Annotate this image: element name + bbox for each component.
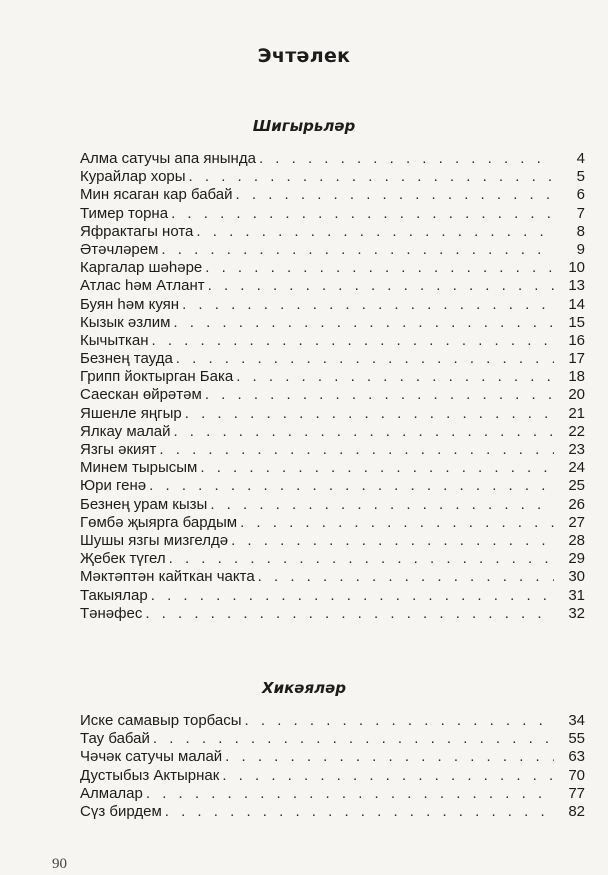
toc-entry [80, 730, 585, 748]
toc-entry-page: 28 [568, 531, 585, 549]
toc-entry [80, 314, 585, 332]
toc-entry-page: 63 [568, 748, 585, 766]
toc-dot-leader [259, 150, 554, 168]
toc-entry-title: Иске самавыр торбасы [80, 712, 242, 729]
toc-dot-leader [173, 423, 554, 441]
toc-entry [80, 296, 585, 314]
toc-entry [80, 259, 585, 277]
toc-entry-title: Каргалар шәһәре [80, 259, 203, 277]
toc-dot-leader [189, 168, 554, 186]
toc-entry-page: 26 [568, 495, 585, 513]
toc-entry-page: 22 [568, 422, 585, 440]
toc-entry [80, 405, 585, 423]
toc-dot-leader [200, 459, 554, 477]
toc-entry [80, 368, 585, 386]
toc-dot-leader [182, 296, 554, 314]
toc-entry [80, 205, 585, 223]
toc-entry-page: 24 [568, 459, 585, 477]
toc-entry-page: 15 [568, 313, 585, 331]
toc-entry-title: Яшенле яңгыр [80, 404, 182, 422]
toc-entry-title: Җебек түгел [80, 550, 166, 568]
toc-entry-page: 29 [568, 550, 585, 568]
toc-entry-page: 23 [568, 441, 585, 458]
toc-entry-title: Юри генә [80, 477, 147, 495]
toc-entry-title: Тәнәфес [80, 604, 143, 622]
toc-entry-title: Кычыткан [80, 331, 149, 349]
toc-entry-page: 82 [568, 802, 585, 820]
toc-entry-page: 77 [568, 784, 585, 802]
toc-entry [80, 785, 585, 803]
toc-entry-title: Сүз бирдем [80, 802, 162, 820]
toc-entry [80, 223, 585, 241]
toc-entry-page: 14 [568, 295, 585, 313]
toc-entry-title: Алмалар [80, 784, 143, 802]
toc-entry-title: Чәчәк сатучы малай [80, 748, 223, 766]
toc-entry-page: 31 [568, 586, 585, 604]
toc-entry [80, 532, 585, 550]
toc-entry-title: Мин ясаган кар бабай [80, 186, 233, 204]
toc-entry-title: Курайлар хоры [80, 168, 186, 186]
toc-entry-title: Яфрактагы нота [80, 222, 194, 240]
toc-entry-page: 13 [568, 277, 585, 295]
toc-dot-leader [225, 748, 554, 766]
toc-entry-title: Алма сатучы апа янында [80, 150, 256, 167]
toc-entry [80, 767, 585, 785]
toc-entry-page: 9 [576, 240, 585, 258]
toc-entry [80, 587, 585, 605]
section-heading-stories: Хикәяләр [262, 679, 346, 697]
toc-entry-page: 17 [568, 350, 585, 368]
toc-entry-page: 6 [576, 186, 585, 204]
toc-entry-page: 4 [576, 150, 585, 167]
toc-entry-page: 5 [576, 168, 585, 186]
toc-entry-title: Безнең урам кызы [80, 495, 208, 513]
toc-entry-title: Безнең тауда [80, 350, 173, 368]
toc-dot-leader [185, 405, 554, 423]
toc-dot-leader [236, 186, 554, 204]
toc-entry [80, 441, 585, 459]
toc-entry-title: Саескан өйрәтәм [80, 386, 202, 404]
toc-entry-title: Тау бабай [80, 730, 150, 748]
toc-entry-page: 30 [568, 568, 585, 586]
toc-entry [80, 477, 585, 495]
toc-dot-leader [149, 477, 554, 495]
toc-entry-title: Атлас һәм Атлант [80, 277, 205, 295]
toc-dot-leader [245, 712, 554, 730]
toc-entry-page: 16 [568, 331, 585, 349]
toc-entry [80, 605, 585, 623]
toc-dot-leader [205, 386, 554, 404]
page-number: 90 [52, 856, 67, 872]
section-heading-poems: Шигырьләр [252, 117, 356, 135]
toc-entry-page: 27 [568, 513, 585, 531]
toc-entry-page: 20 [568, 386, 585, 404]
toc-entry-page: 18 [568, 368, 585, 386]
toc-entry-page: 32 [568, 604, 585, 622]
toc-entry-title: Дустыбыз Актырнак [80, 766, 220, 784]
toc-entry [80, 277, 585, 295]
toc-dot-leader [169, 550, 554, 568]
toc-list-poems [80, 150, 585, 623]
toc-entry [80, 332, 585, 350]
toc-dot-leader [176, 350, 554, 368]
toc-entry [80, 748, 585, 766]
toc-dot-leader [151, 587, 554, 605]
toc-entry-title: Язгы әкият [80, 441, 157, 458]
toc-entry [80, 150, 585, 168]
toc-entry-title: Кызык әзлим [80, 313, 171, 331]
toc-entry-page: 34 [568, 712, 585, 729]
toc-entry [80, 423, 585, 441]
toc-entry [80, 386, 585, 404]
toc-entry [80, 803, 585, 821]
toc-dot-leader [173, 314, 554, 332]
toc-entry-title: Шушы язгы мизгелдә [80, 531, 229, 549]
toc-entry [80, 568, 585, 586]
toc-entry-title: Әтәчләрем [80, 240, 159, 258]
toc-dot-leader [210, 496, 554, 514]
toc-entry [80, 550, 585, 568]
toc-entry-title: Ялкау малай [80, 422, 171, 440]
toc-entry [80, 459, 585, 477]
toc-entry-page: 8 [576, 222, 585, 240]
toc-dot-leader [152, 332, 554, 350]
toc-entry-title: Буян һәм куян [80, 295, 180, 313]
toc-dot-leader [231, 532, 554, 550]
toc-dot-leader [145, 605, 554, 623]
toc-entry [80, 514, 585, 532]
toc-entry-page: 25 [568, 477, 585, 495]
toc-dot-leader [258, 568, 554, 586]
toc-dot-leader [146, 785, 554, 803]
toc-entry-page: 10 [568, 259, 585, 277]
toc-entry-title: Гөмбә җыярга бардым [80, 513, 238, 531]
toc-dot-leader [196, 223, 554, 241]
toc-entry-title: Мәктәптән кайткан чакта [80, 568, 255, 586]
toc-dot-leader [222, 767, 554, 785]
toc-dot-leader [159, 441, 554, 459]
toc-entry-title: Такыялар [80, 586, 148, 604]
toc-entry-page: 70 [568, 766, 585, 784]
toc-list-stories [80, 712, 585, 821]
toc-dot-leader [236, 368, 554, 386]
toc-entry-page: 21 [568, 404, 585, 422]
toc-entry-page: 55 [568, 730, 585, 748]
toc-entry [80, 241, 585, 259]
toc-dot-leader [205, 259, 554, 277]
toc-dot-leader [165, 803, 554, 821]
toc-dot-leader [161, 241, 554, 259]
toc-entry [80, 186, 585, 204]
toc-dot-leader [208, 277, 554, 295]
toc-entry [80, 350, 585, 368]
toc-entry-title: Тимер торна [80, 204, 169, 222]
toc-entry [80, 712, 585, 730]
toc-entry-title: Минем тырысым [80, 459, 198, 477]
page-title: Эчтәлек [257, 45, 351, 67]
toc-entry-page: 7 [576, 204, 585, 222]
toc-dot-leader [240, 514, 554, 532]
toc-dot-leader [171, 205, 554, 223]
toc-dot-leader [153, 730, 554, 748]
toc-entry [80, 168, 585, 186]
toc-entry [80, 496, 585, 514]
toc-entry-title: Грипп йоктырган Бака [80, 368, 234, 386]
